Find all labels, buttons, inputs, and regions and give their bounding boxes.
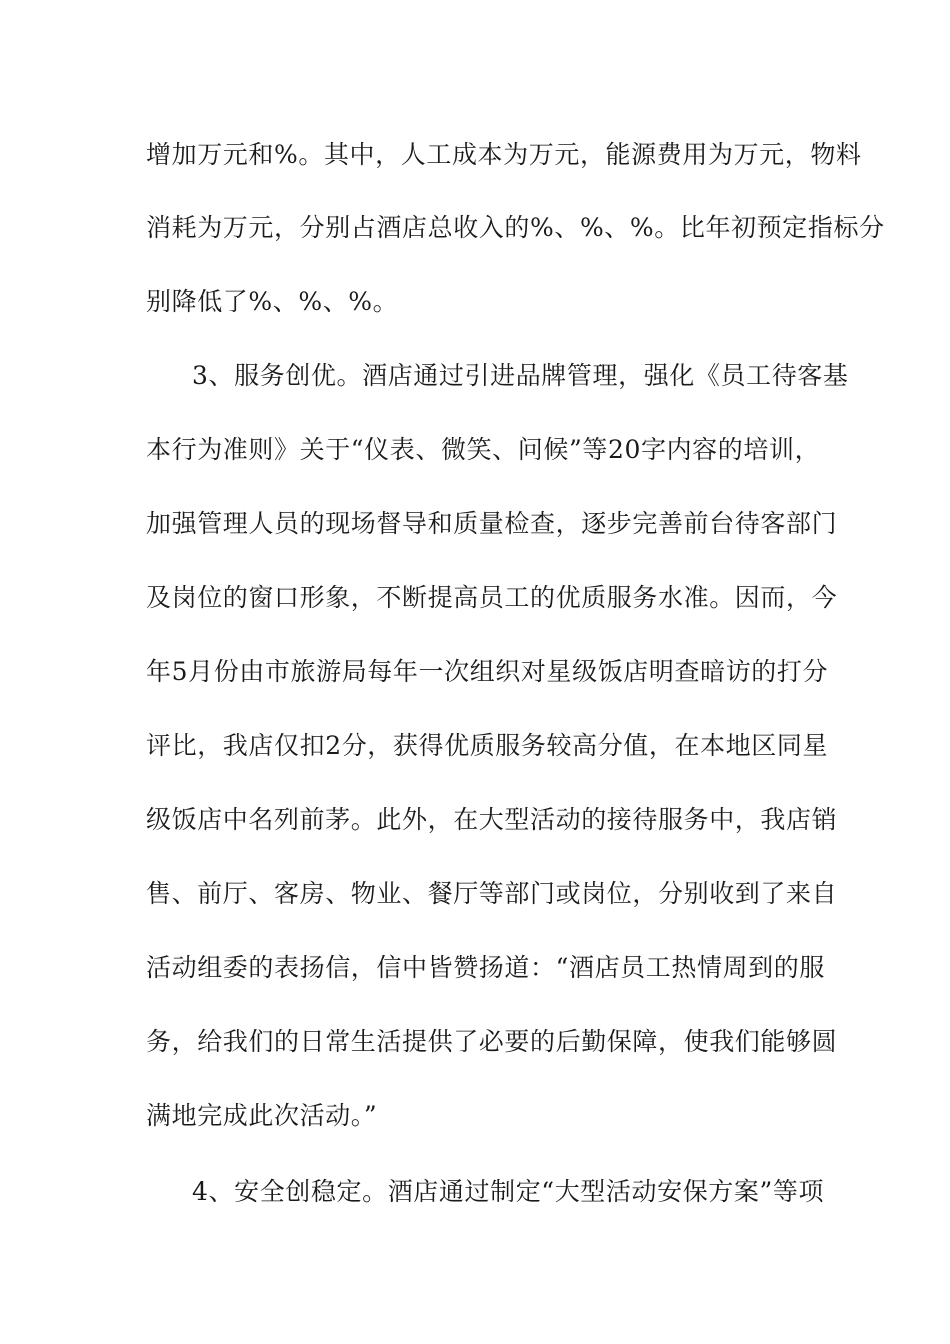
text-line: 增加万元和%。其中，人工成本为万元，能源费用为万元，物料 xyxy=(146,140,862,169)
paragraph-start-line: 3、服务创优。酒店通过引进品牌管理，强化《员工待客基 xyxy=(192,361,849,390)
text-line: 售、前厅、客房、物业、餐厅等部门或岗位，分别收到了来自 xyxy=(146,879,838,908)
text-line: 本行为准则》关于“仪表、微笑、问候”等20字内容的培训， xyxy=(146,435,821,464)
text-line: 加强管理人员的现场督导和质量检查，逐步完善前台待客部门 xyxy=(146,509,838,538)
text-line: 别降低了%、%、%。 xyxy=(146,287,399,316)
paragraph-start-line: 4、安全创稳定。酒店通过制定“大型活动安保方案”等项 xyxy=(192,1177,825,1206)
text-line: 及岗位的窗口形象，不断提高员工的优质服务水准。因而，今 xyxy=(146,583,838,612)
text-line: 务，给我们的日常生活提供了必要的后勤保障，使我们能够圆 xyxy=(146,1027,838,1056)
text-line: 活动组委的表扬信，信中皆赞扬道：“酒店员工热情周到的服 xyxy=(146,953,825,982)
text-line: 消耗为万元，分别占酒店总收入的%、%、%。比年初预定指标分 xyxy=(146,213,885,242)
text-line: 年5月份由市旅游局每年一次组织对星级饭店明查暗访的打分 xyxy=(146,657,829,686)
text-line: 评比，我店仅扣2分，获得优质服务较高分值，在本地区同星 xyxy=(146,731,829,760)
text-line: 满地完成此次活动。” xyxy=(146,1101,378,1130)
text-line: 级饭店中名列前茅。此外，在大型活动的接待服务中，我店销 xyxy=(146,805,838,834)
